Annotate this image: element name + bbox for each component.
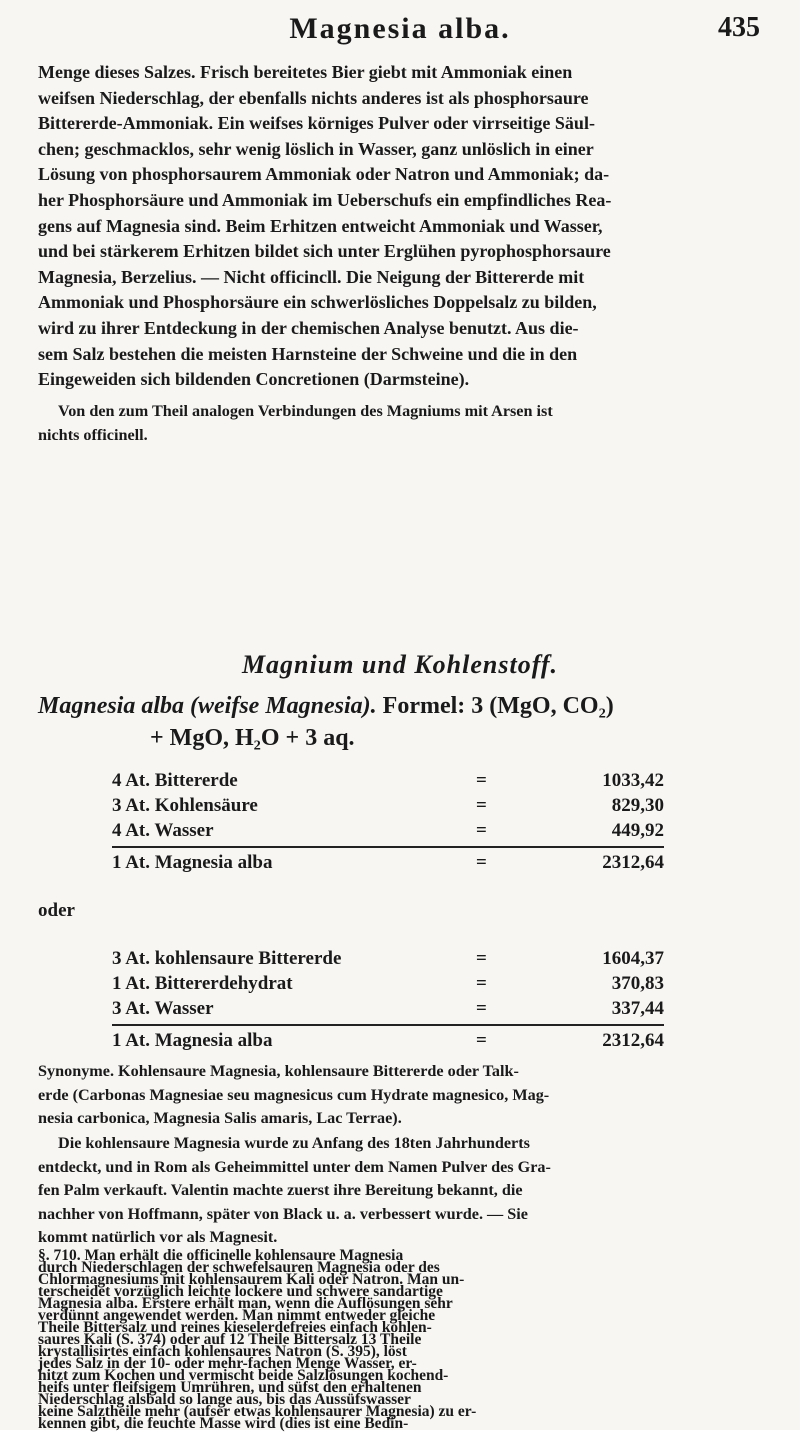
- text-line: Eingeweiden sich bildenden Concretionen (Darmsteine).: [38, 369, 470, 390]
- calc-row: [112, 973, 712, 998]
- text-line: nachher von Hoffmann, später von Black u. a. verbessert wurde. — Sie: [38, 1204, 528, 1223]
- text-line: nesia carbonica, Magnesia Salis amaris, Lac Terrae).: [38, 1109, 402, 1127]
- calc-equals: =: [476, 948, 487, 969]
- text-line: nichts officinell.: [38, 425, 148, 444]
- section-title: Magnium und Kohlenstoff.: [241, 650, 559, 679]
- calc-label: 1 At. Magnesia alba: [112, 852, 273, 873]
- calc-value: 1604,37: [602, 948, 664, 969]
- text-line: Lösung von phosphorsaurem Ammoniak oder Natron und Ammoniak; da-: [38, 164, 610, 185]
- note-arsen: [38, 400, 762, 447]
- calc-row: [112, 795, 712, 820]
- text-line: her Phosphorsäure und Ammoniak im Ueberschufs ein empfindliches Rea-: [38, 189, 612, 210]
- text-line: Die kohlensaure Magnesia wurde zu Anfang des 18ten Jahrhunderts: [58, 1134, 530, 1152]
- sum-rule: [112, 846, 664, 848]
- calc-label: 1 At. Magnesia alba: [112, 1030, 273, 1051]
- text-line: erde (Carbonas Magnesiae seu magnesicus cum Hydrate magnesico, Mag-: [38, 1085, 550, 1104]
- text-line: Ammoniak und Phosphorsäure ein schwerlösliches Doppelsalz zu bilden,: [38, 292, 597, 313]
- calc-value: 1033,42: [602, 770, 664, 791]
- text-line: jedes Salz in der 10- oder mehr-fachen Menge Wasser, er-: [38, 1355, 417, 1372]
- text-line: und bei stärkerem Erhitzen bildet sich unter Erglühen pyrophosphorsaure: [38, 241, 611, 262]
- text-line: gens auf Magnesia sind. Beim Erhitzen entweicht Ammoniak und Wasser,: [38, 215, 603, 236]
- text-line: durch Niederschlagen der schwefelsauren Magnesia oder des: [38, 1259, 440, 1276]
- text-line: sem Salz bestehen die meisten Harnsteine der Schweine und die in den: [38, 343, 578, 364]
- text-line: Magnesia alba. Erstere erhält man, wenn die Auflösungen sehr: [38, 1295, 453, 1312]
- calc-equals: =: [476, 820, 487, 841]
- text-line: §. 710. Man erhält die officinelle kohlensaure Magnesia: [38, 1247, 404, 1264]
- text-line: fen Palm verkauft. Valentin machte zuerst ihre Bereitung bekannt, die: [38, 1181, 523, 1199]
- formula-name: Magnesia alba (weifse Magnesia).: [38, 693, 377, 719]
- calc-label: 3 At. Wasser: [112, 998, 214, 1019]
- calc-value: 2312,64: [602, 852, 664, 873]
- paragraph-phosphate: [38, 60, 762, 393]
- calc-total-row: [112, 1030, 712, 1055]
- calc-value: 449,92: [611, 820, 664, 841]
- text-line: Niederschlag alsbald so lange aus, bis das Aussüfswasser: [38, 1391, 411, 1408]
- text-line: chen; geschmacklos, sehr wenig löslich in Wasser, ganz unlöslich in einer: [38, 138, 594, 159]
- calc-row: [112, 770, 712, 795]
- calc-equals: =: [476, 973, 487, 994]
- text-line: Theile Bittersalz und reines kieselerdefreies einfach kohlen-: [38, 1319, 432, 1336]
- oder-label: oder: [38, 900, 75, 921]
- text-line: heifs unter fleifsigem Umrühren, und süfst den erhaltenen: [38, 1379, 422, 1396]
- sum-rule: [112, 1024, 664, 1026]
- formula-text: Formel: 3 (MgO, CO₂): [382, 693, 614, 719]
- text-line: verdünnt angewendet werden. Man nimmt entweder gleiche: [38, 1307, 436, 1324]
- running-title: Magnesia alba.: [289, 12, 511, 45]
- text-line: Synonyme. Kohlensaure Magnesia, kohlensaure Bittererde oder Talk-: [38, 1062, 519, 1080]
- formula-line2: + MgO, H₂O + 3 aq.: [150, 725, 355, 751]
- text-line: hitzt zum Kochen und vermischt beide Salzlösungen kochend-: [38, 1367, 449, 1384]
- synonyms-paragraph: [38, 1060, 762, 1131]
- calc-label: 4 At. Bittererde: [112, 770, 238, 791]
- calc-equals: =: [476, 770, 487, 791]
- calc-label: 1 At. Bittererdehydrat: [112, 973, 293, 994]
- text-line: weifsen Niederschlag, der ebenfalls nichts anderes ist als phosphorsaure: [38, 87, 589, 108]
- calc-row: [112, 998, 712, 1023]
- calc-value: 829,30: [611, 795, 664, 816]
- text-line: saures Kali (S. 374) oder auf 12 Theile Bittersalz 13 Theile: [38, 1331, 422, 1348]
- calc-equals: =: [476, 998, 487, 1019]
- calc-label: 4 At. Wasser: [112, 820, 214, 841]
- text-line: Menge dieses Salzes. Frisch bereitetes Bier giebt mit Ammoniak einen: [38, 62, 573, 82]
- calc-value: 337,44: [611, 998, 664, 1019]
- text-line: terscheidet vorzüglich leichte lockere und schwere sandartige: [38, 1283, 443, 1300]
- calc-row: [112, 948, 712, 973]
- text-line: entdeckt, und in Rom als Geheimmittel unter dem Namen Pulver des Gra-: [38, 1157, 551, 1176]
- calc-equals: =: [476, 852, 487, 873]
- calc-equals: =: [476, 1030, 487, 1051]
- page-number: 435: [718, 12, 760, 43]
- calc-label: 3 At. Kohlensäure: [112, 795, 258, 816]
- calc-equals: =: [476, 795, 487, 816]
- text-line: kennen gibt, die feuchte Masse wird (dies ist eine Bedin-: [38, 1415, 409, 1432]
- text-line: krystallisirtes einfach kohlensaures Natron (S. 395), löst: [38, 1343, 407, 1360]
- formula-heading: [38, 690, 762, 754]
- paragraph-710: [38, 1247, 762, 1432]
- text-line: Von den zum Theil analogen Verbindungen des Magniums mit Arsen ist: [58, 402, 553, 420]
- running-head: [40, 8, 760, 50]
- text-line: Chlormagnesiums mit kohlensaurem Kali oder Natron. Man un-: [38, 1271, 465, 1288]
- calc-value: 2312,64: [602, 1030, 664, 1051]
- calc-label: 3 At. kohlensaure Bittererde: [112, 948, 342, 969]
- calc-value: 370,83: [611, 973, 664, 994]
- text-line: Bittererde-Ammoniak. Ein weifses körniges Pulver oder virrseitige Säul-: [38, 113, 595, 134]
- text-line: keine Salztheile mehr (aufser etwas kohlensaurer Magnesia) zu er-: [38, 1403, 477, 1420]
- history-paragraph: [38, 1132, 762, 1250]
- text-line: Magnesia, Berzelius. — Nicht officincll. Die Neigung der Bittererde mit: [38, 266, 585, 287]
- text-line: kommt natürlich vor als Magnesit.: [38, 1228, 278, 1246]
- calc-total-row: [112, 852, 712, 877]
- text-line: wird zu ihrer Entdeckung in der chemischen Analyse benutzt. Aus die-: [38, 317, 579, 338]
- calc-row: [112, 820, 712, 845]
